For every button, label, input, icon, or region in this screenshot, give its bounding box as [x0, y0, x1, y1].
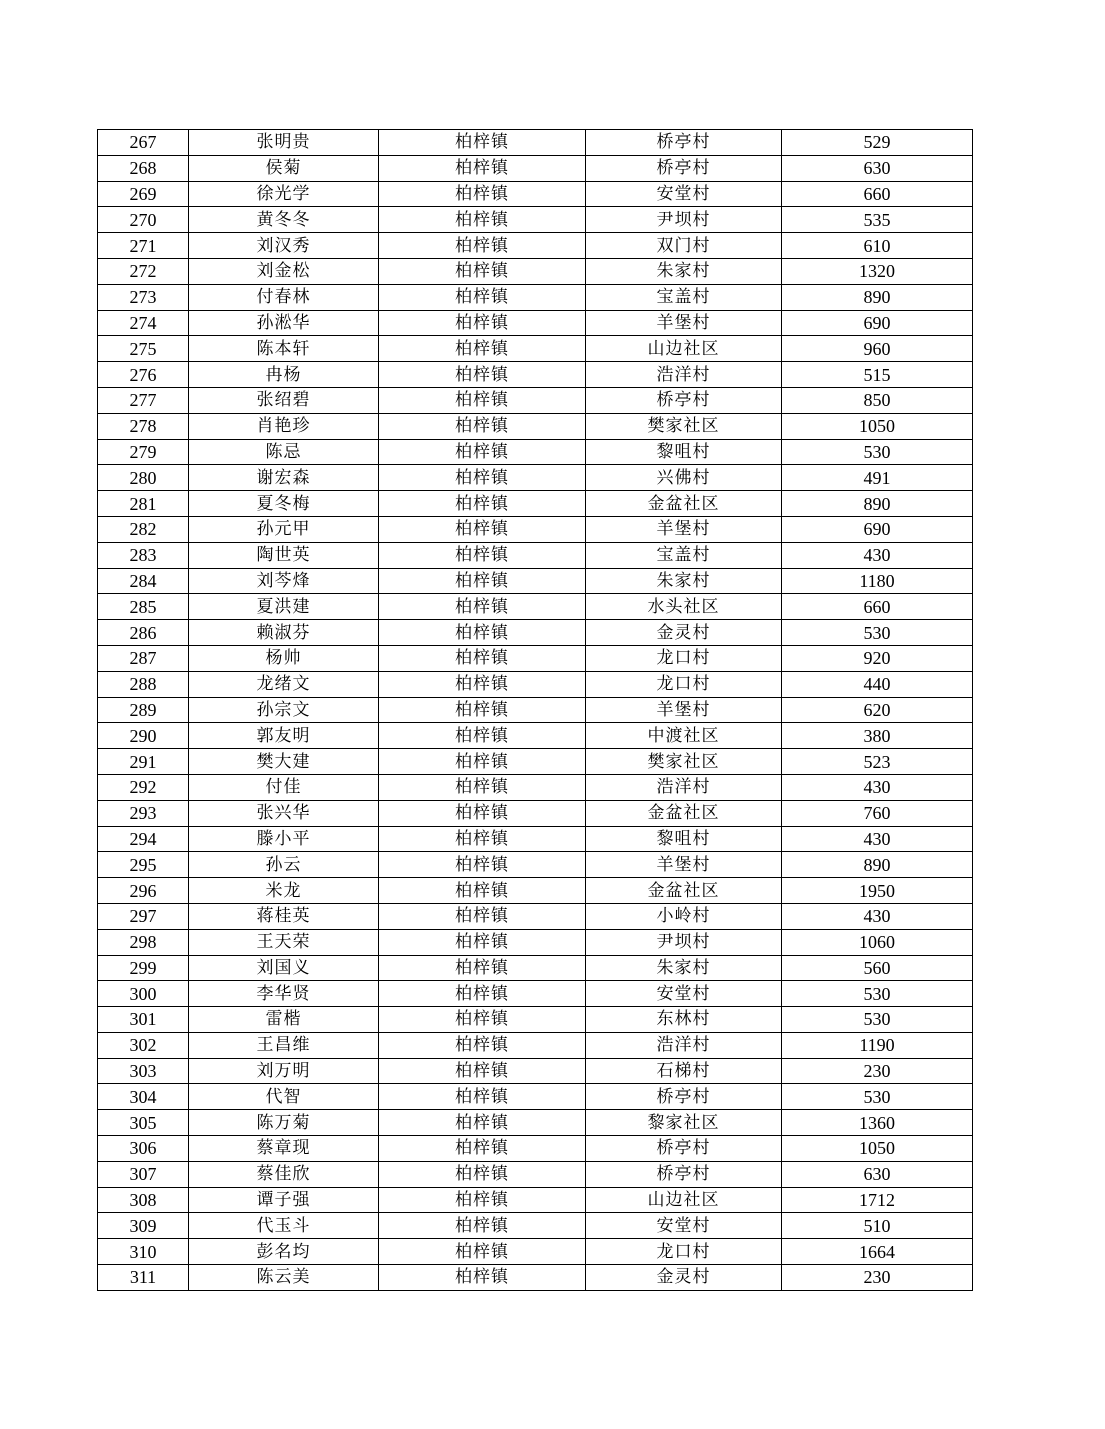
town-cell: 柏梓镇 — [379, 465, 586, 491]
person-name-cell: 徐光学 — [189, 181, 379, 207]
person-name-cell: 刘国义 — [189, 955, 379, 981]
table-row — [98, 723, 973, 749]
person-name-cell: 米龙 — [189, 878, 379, 904]
serial-number-cell: 283 — [98, 542, 189, 568]
serial-number-cell: 276 — [98, 362, 189, 388]
table-row — [98, 697, 973, 723]
village-cell: 羊堡村 — [586, 310, 782, 336]
town-cell: 柏梓镇 — [379, 620, 586, 646]
amount-cell: 1360 — [782, 1110, 973, 1136]
table-row — [98, 465, 973, 491]
person-name-cell: 赖淑芬 — [189, 620, 379, 646]
table-row — [98, 903, 973, 929]
village-cell: 黎咀村 — [586, 439, 782, 465]
town-cell: 柏梓镇 — [379, 645, 586, 671]
amount-cell: 690 — [782, 310, 973, 336]
amount-cell: 1060 — [782, 929, 973, 955]
serial-number-cell: 282 — [98, 516, 189, 542]
amount-cell: 430 — [782, 826, 973, 852]
person-name-cell: 黄冬冬 — [189, 207, 379, 233]
amount-cell: 380 — [782, 723, 973, 749]
person-name-cell: 孙云 — [189, 852, 379, 878]
village-cell: 宝盖村 — [586, 284, 782, 310]
town-cell: 柏梓镇 — [379, 671, 586, 697]
person-name-cell: 陈忌 — [189, 439, 379, 465]
table-row — [98, 594, 973, 620]
serial-number-cell: 298 — [98, 929, 189, 955]
amount-cell: 529 — [782, 130, 973, 156]
village-cell: 水头社区 — [586, 594, 782, 620]
roster-table-body — [98, 130, 973, 1291]
town-cell: 柏梓镇 — [379, 697, 586, 723]
serial-number-cell: 285 — [98, 594, 189, 620]
table-row — [98, 1007, 973, 1033]
village-cell: 朱家村 — [586, 955, 782, 981]
town-cell: 柏梓镇 — [379, 1239, 586, 1265]
amount-cell: 560 — [782, 955, 973, 981]
serial-number-cell: 267 — [98, 130, 189, 156]
serial-number-cell: 270 — [98, 207, 189, 233]
table-row — [98, 1187, 973, 1213]
table-row — [98, 929, 973, 955]
town-cell: 柏梓镇 — [379, 336, 586, 362]
village-cell: 朱家村 — [586, 568, 782, 594]
amount-cell: 1950 — [782, 878, 973, 904]
village-cell: 龙口村 — [586, 1239, 782, 1265]
serial-number-cell: 288 — [98, 671, 189, 697]
table-row — [98, 620, 973, 646]
table-row — [98, 878, 973, 904]
amount-cell: 660 — [782, 594, 973, 620]
serial-number-cell: 290 — [98, 723, 189, 749]
serial-number-cell: 271 — [98, 233, 189, 259]
person-name-cell: 刘汉秀 — [189, 233, 379, 259]
serial-number-cell: 275 — [98, 336, 189, 362]
town-cell: 柏梓镇 — [379, 130, 586, 156]
serial-number-cell: 284 — [98, 568, 189, 594]
roster-table — [97, 129, 973, 1291]
table-row — [98, 491, 973, 517]
table-row — [98, 439, 973, 465]
person-name-cell: 代玉斗 — [189, 1213, 379, 1239]
village-cell: 桥亭村 — [586, 1161, 782, 1187]
serial-number-cell: 272 — [98, 258, 189, 284]
table-row — [98, 181, 973, 207]
town-cell: 柏梓镇 — [379, 1007, 586, 1033]
village-cell: 小岭村 — [586, 903, 782, 929]
town-cell: 柏梓镇 — [379, 852, 586, 878]
amount-cell: 510 — [782, 1213, 973, 1239]
person-name-cell: 刘芩烽 — [189, 568, 379, 594]
serial-number-cell: 295 — [98, 852, 189, 878]
table-row — [98, 774, 973, 800]
serial-number-cell: 269 — [98, 181, 189, 207]
town-cell: 柏梓镇 — [379, 1110, 586, 1136]
serial-number-cell: 286 — [98, 620, 189, 646]
serial-number-cell: 277 — [98, 387, 189, 413]
person-name-cell: 冉杨 — [189, 362, 379, 388]
person-name-cell: 肖艳珍 — [189, 413, 379, 439]
town-cell: 柏梓镇 — [379, 903, 586, 929]
person-name-cell: 蔡佳欣 — [189, 1161, 379, 1187]
amount-cell: 890 — [782, 491, 973, 517]
serial-number-cell: 297 — [98, 903, 189, 929]
amount-cell: 760 — [782, 800, 973, 826]
amount-cell: 530 — [782, 1007, 973, 1033]
town-cell: 柏梓镇 — [379, 749, 586, 775]
village-cell: 浩洋村 — [586, 362, 782, 388]
person-name-cell: 李华贤 — [189, 981, 379, 1007]
village-cell: 朱家村 — [586, 258, 782, 284]
person-name-cell: 樊大建 — [189, 749, 379, 775]
person-name-cell: 王昌维 — [189, 1032, 379, 1058]
village-cell: 桥亭村 — [586, 387, 782, 413]
serial-number-cell: 306 — [98, 1136, 189, 1162]
amount-cell: 850 — [782, 387, 973, 413]
serial-number-cell: 308 — [98, 1187, 189, 1213]
serial-number-cell: 303 — [98, 1058, 189, 1084]
table-row — [98, 362, 973, 388]
village-cell: 桥亭村 — [586, 130, 782, 156]
amount-cell: 530 — [782, 1084, 973, 1110]
serial-number-cell: 268 — [98, 155, 189, 181]
amount-cell: 230 — [782, 1265, 973, 1291]
table-row — [98, 955, 973, 981]
village-cell: 羊堡村 — [586, 852, 782, 878]
village-cell: 金灵村 — [586, 620, 782, 646]
amount-cell: 960 — [782, 336, 973, 362]
person-name-cell: 蒋桂英 — [189, 903, 379, 929]
person-name-cell: 郭友明 — [189, 723, 379, 749]
amount-cell: 690 — [782, 516, 973, 542]
town-cell: 柏梓镇 — [379, 800, 586, 826]
serial-number-cell: 299 — [98, 955, 189, 981]
table-row — [98, 671, 973, 697]
person-name-cell: 付春林 — [189, 284, 379, 310]
town-cell: 柏梓镇 — [379, 439, 586, 465]
serial-number-cell: 310 — [98, 1239, 189, 1265]
table-row — [98, 207, 973, 233]
amount-cell: 1050 — [782, 1136, 973, 1162]
town-cell: 柏梓镇 — [379, 981, 586, 1007]
amount-cell: 530 — [782, 620, 973, 646]
amount-cell: 890 — [782, 284, 973, 310]
serial-number-cell: 281 — [98, 491, 189, 517]
town-cell: 柏梓镇 — [379, 929, 586, 955]
serial-number-cell: 300 — [98, 981, 189, 1007]
town-cell: 柏梓镇 — [379, 955, 586, 981]
town-cell: 柏梓镇 — [379, 1084, 586, 1110]
serial-number-cell: 274 — [98, 310, 189, 336]
table-row — [98, 568, 973, 594]
table-row — [98, 1161, 973, 1187]
table-row — [98, 645, 973, 671]
town-cell: 柏梓镇 — [379, 1161, 586, 1187]
village-cell: 金盆社区 — [586, 878, 782, 904]
town-cell: 柏梓镇 — [379, 516, 586, 542]
table-row — [98, 516, 973, 542]
person-name-cell: 侯菊 — [189, 155, 379, 181]
village-cell: 龙口村 — [586, 671, 782, 697]
village-cell: 樊家社区 — [586, 413, 782, 439]
serial-number-cell: 294 — [98, 826, 189, 852]
village-cell: 尹坝村 — [586, 929, 782, 955]
person-name-cell: 谭子强 — [189, 1187, 379, 1213]
person-name-cell: 代智 — [189, 1084, 379, 1110]
village-cell: 金灵村 — [586, 1265, 782, 1291]
town-cell: 柏梓镇 — [379, 413, 586, 439]
village-cell: 双门村 — [586, 233, 782, 259]
table-row — [98, 413, 973, 439]
person-name-cell: 滕小平 — [189, 826, 379, 852]
person-name-cell: 张绍碧 — [189, 387, 379, 413]
town-cell: 柏梓镇 — [379, 1213, 586, 1239]
amount-cell: 610 — [782, 233, 973, 259]
amount-cell: 630 — [782, 1161, 973, 1187]
person-name-cell: 杨帅 — [189, 645, 379, 671]
village-cell: 龙口村 — [586, 645, 782, 671]
village-cell: 金盆社区 — [586, 491, 782, 517]
person-name-cell: 孙元甲 — [189, 516, 379, 542]
amount-cell: 1050 — [782, 413, 973, 439]
table-row — [98, 1110, 973, 1136]
village-cell: 中渡社区 — [586, 723, 782, 749]
village-cell: 兴佛村 — [586, 465, 782, 491]
serial-number-cell: 307 — [98, 1161, 189, 1187]
serial-number-cell: 305 — [98, 1110, 189, 1136]
village-cell: 樊家社区 — [586, 749, 782, 775]
person-name-cell: 夏洪建 — [189, 594, 379, 620]
town-cell: 柏梓镇 — [379, 1032, 586, 1058]
person-name-cell: 张兴华 — [189, 800, 379, 826]
village-cell: 山边社区 — [586, 1187, 782, 1213]
table-row — [98, 1239, 973, 1265]
serial-number-cell: 280 — [98, 465, 189, 491]
table-row — [98, 336, 973, 362]
town-cell: 柏梓镇 — [379, 387, 586, 413]
person-name-cell: 王天荣 — [189, 929, 379, 955]
table-row — [98, 233, 973, 259]
serial-number-cell: 291 — [98, 749, 189, 775]
village-cell: 金盆社区 — [586, 800, 782, 826]
person-name-cell: 陈本轩 — [189, 336, 379, 362]
amount-cell: 1190 — [782, 1032, 973, 1058]
village-cell: 山边社区 — [586, 336, 782, 362]
town-cell: 柏梓镇 — [379, 594, 586, 620]
town-cell: 柏梓镇 — [379, 284, 586, 310]
serial-number-cell: 293 — [98, 800, 189, 826]
amount-cell: 530 — [782, 439, 973, 465]
table-row — [98, 749, 973, 775]
village-cell: 桥亭村 — [586, 1136, 782, 1162]
village-cell: 宝盖村 — [586, 542, 782, 568]
town-cell: 柏梓镇 — [379, 207, 586, 233]
table-row — [98, 1265, 973, 1291]
village-cell: 黎咀村 — [586, 826, 782, 852]
serial-number-cell: 289 — [98, 697, 189, 723]
amount-cell: 1320 — [782, 258, 973, 284]
table-row — [98, 542, 973, 568]
amount-cell: 523 — [782, 749, 973, 775]
person-name-cell: 张明贵 — [189, 130, 379, 156]
town-cell: 柏梓镇 — [379, 1187, 586, 1213]
serial-number-cell: 273 — [98, 284, 189, 310]
serial-number-cell: 302 — [98, 1032, 189, 1058]
serial-number-cell: 309 — [98, 1213, 189, 1239]
table-row — [98, 130, 973, 156]
amount-cell: 430 — [782, 542, 973, 568]
town-cell: 柏梓镇 — [379, 826, 586, 852]
town-cell: 柏梓镇 — [379, 155, 586, 181]
amount-cell: 230 — [782, 1058, 973, 1084]
table-row — [98, 826, 973, 852]
amount-cell: 890 — [782, 852, 973, 878]
amount-cell: 440 — [782, 671, 973, 697]
table-row — [98, 1032, 973, 1058]
person-name-cell: 蔡章现 — [189, 1136, 379, 1162]
town-cell: 柏梓镇 — [379, 774, 586, 800]
town-cell: 柏梓镇 — [379, 1265, 586, 1291]
table-row — [98, 310, 973, 336]
village-cell: 黎家社区 — [586, 1110, 782, 1136]
amount-cell: 535 — [782, 207, 973, 233]
amount-cell: 491 — [782, 465, 973, 491]
person-name-cell: 陶世英 — [189, 542, 379, 568]
village-cell: 石梯村 — [586, 1058, 782, 1084]
person-name-cell: 陈云美 — [189, 1265, 379, 1291]
serial-number-cell: 287 — [98, 645, 189, 671]
town-cell: 柏梓镇 — [379, 1058, 586, 1084]
person-name-cell: 雷楷 — [189, 1007, 379, 1033]
town-cell: 柏梓镇 — [379, 362, 586, 388]
table-row — [98, 387, 973, 413]
serial-number-cell: 292 — [98, 774, 189, 800]
amount-cell: 630 — [782, 155, 973, 181]
person-name-cell: 陈万菊 — [189, 1110, 379, 1136]
village-cell: 桥亭村 — [586, 155, 782, 181]
person-name-cell: 彭名均 — [189, 1239, 379, 1265]
village-cell: 尹坝村 — [586, 207, 782, 233]
person-name-cell: 刘万明 — [189, 1058, 379, 1084]
table-row — [98, 800, 973, 826]
town-cell: 柏梓镇 — [379, 723, 586, 749]
amount-cell: 660 — [782, 181, 973, 207]
town-cell: 柏梓镇 — [379, 491, 586, 517]
village-cell: 浩洋村 — [586, 1032, 782, 1058]
amount-cell: 1664 — [782, 1239, 973, 1265]
amount-cell: 430 — [782, 774, 973, 800]
table-row — [98, 155, 973, 181]
village-cell: 羊堡村 — [586, 516, 782, 542]
person-name-cell: 龙绪文 — [189, 671, 379, 697]
village-cell: 浩洋村 — [586, 774, 782, 800]
person-name-cell: 孙淞华 — [189, 310, 379, 336]
amount-cell: 430 — [782, 903, 973, 929]
amount-cell: 1180 — [782, 568, 973, 594]
serial-number-cell: 304 — [98, 1084, 189, 1110]
table-row — [98, 981, 973, 1007]
serial-number-cell: 301 — [98, 1007, 189, 1033]
table-row — [98, 852, 973, 878]
village-cell: 东林村 — [586, 1007, 782, 1033]
person-name-cell: 谢宏森 — [189, 465, 379, 491]
town-cell: 柏梓镇 — [379, 233, 586, 259]
town-cell: 柏梓镇 — [379, 1136, 586, 1162]
serial-number-cell: 279 — [98, 439, 189, 465]
town-cell: 柏梓镇 — [379, 181, 586, 207]
serial-number-cell: 296 — [98, 878, 189, 904]
person-name-cell: 孙宗文 — [189, 697, 379, 723]
person-name-cell: 付佳 — [189, 774, 379, 800]
amount-cell: 530 — [782, 981, 973, 1007]
town-cell: 柏梓镇 — [379, 878, 586, 904]
person-name-cell: 刘金松 — [189, 258, 379, 284]
town-cell: 柏梓镇 — [379, 310, 586, 336]
table-row — [98, 1213, 973, 1239]
table-row — [98, 1136, 973, 1162]
table-row — [98, 284, 973, 310]
table-row — [98, 1084, 973, 1110]
amount-cell: 920 — [782, 645, 973, 671]
serial-number-cell: 311 — [98, 1265, 189, 1291]
person-name-cell: 夏冬梅 — [189, 491, 379, 517]
village-cell: 安堂村 — [586, 181, 782, 207]
town-cell: 柏梓镇 — [379, 542, 586, 568]
town-cell: 柏梓镇 — [379, 258, 586, 284]
village-cell: 桥亭村 — [586, 1084, 782, 1110]
table-row — [98, 1058, 973, 1084]
amount-cell: 620 — [782, 697, 973, 723]
table-row — [98, 258, 973, 284]
village-cell: 羊堡村 — [586, 697, 782, 723]
amount-cell: 1712 — [782, 1187, 973, 1213]
village-cell: 安堂村 — [586, 1213, 782, 1239]
village-cell: 安堂村 — [586, 981, 782, 1007]
amount-cell: 515 — [782, 362, 973, 388]
town-cell: 柏梓镇 — [379, 568, 586, 594]
serial-number-cell: 278 — [98, 413, 189, 439]
